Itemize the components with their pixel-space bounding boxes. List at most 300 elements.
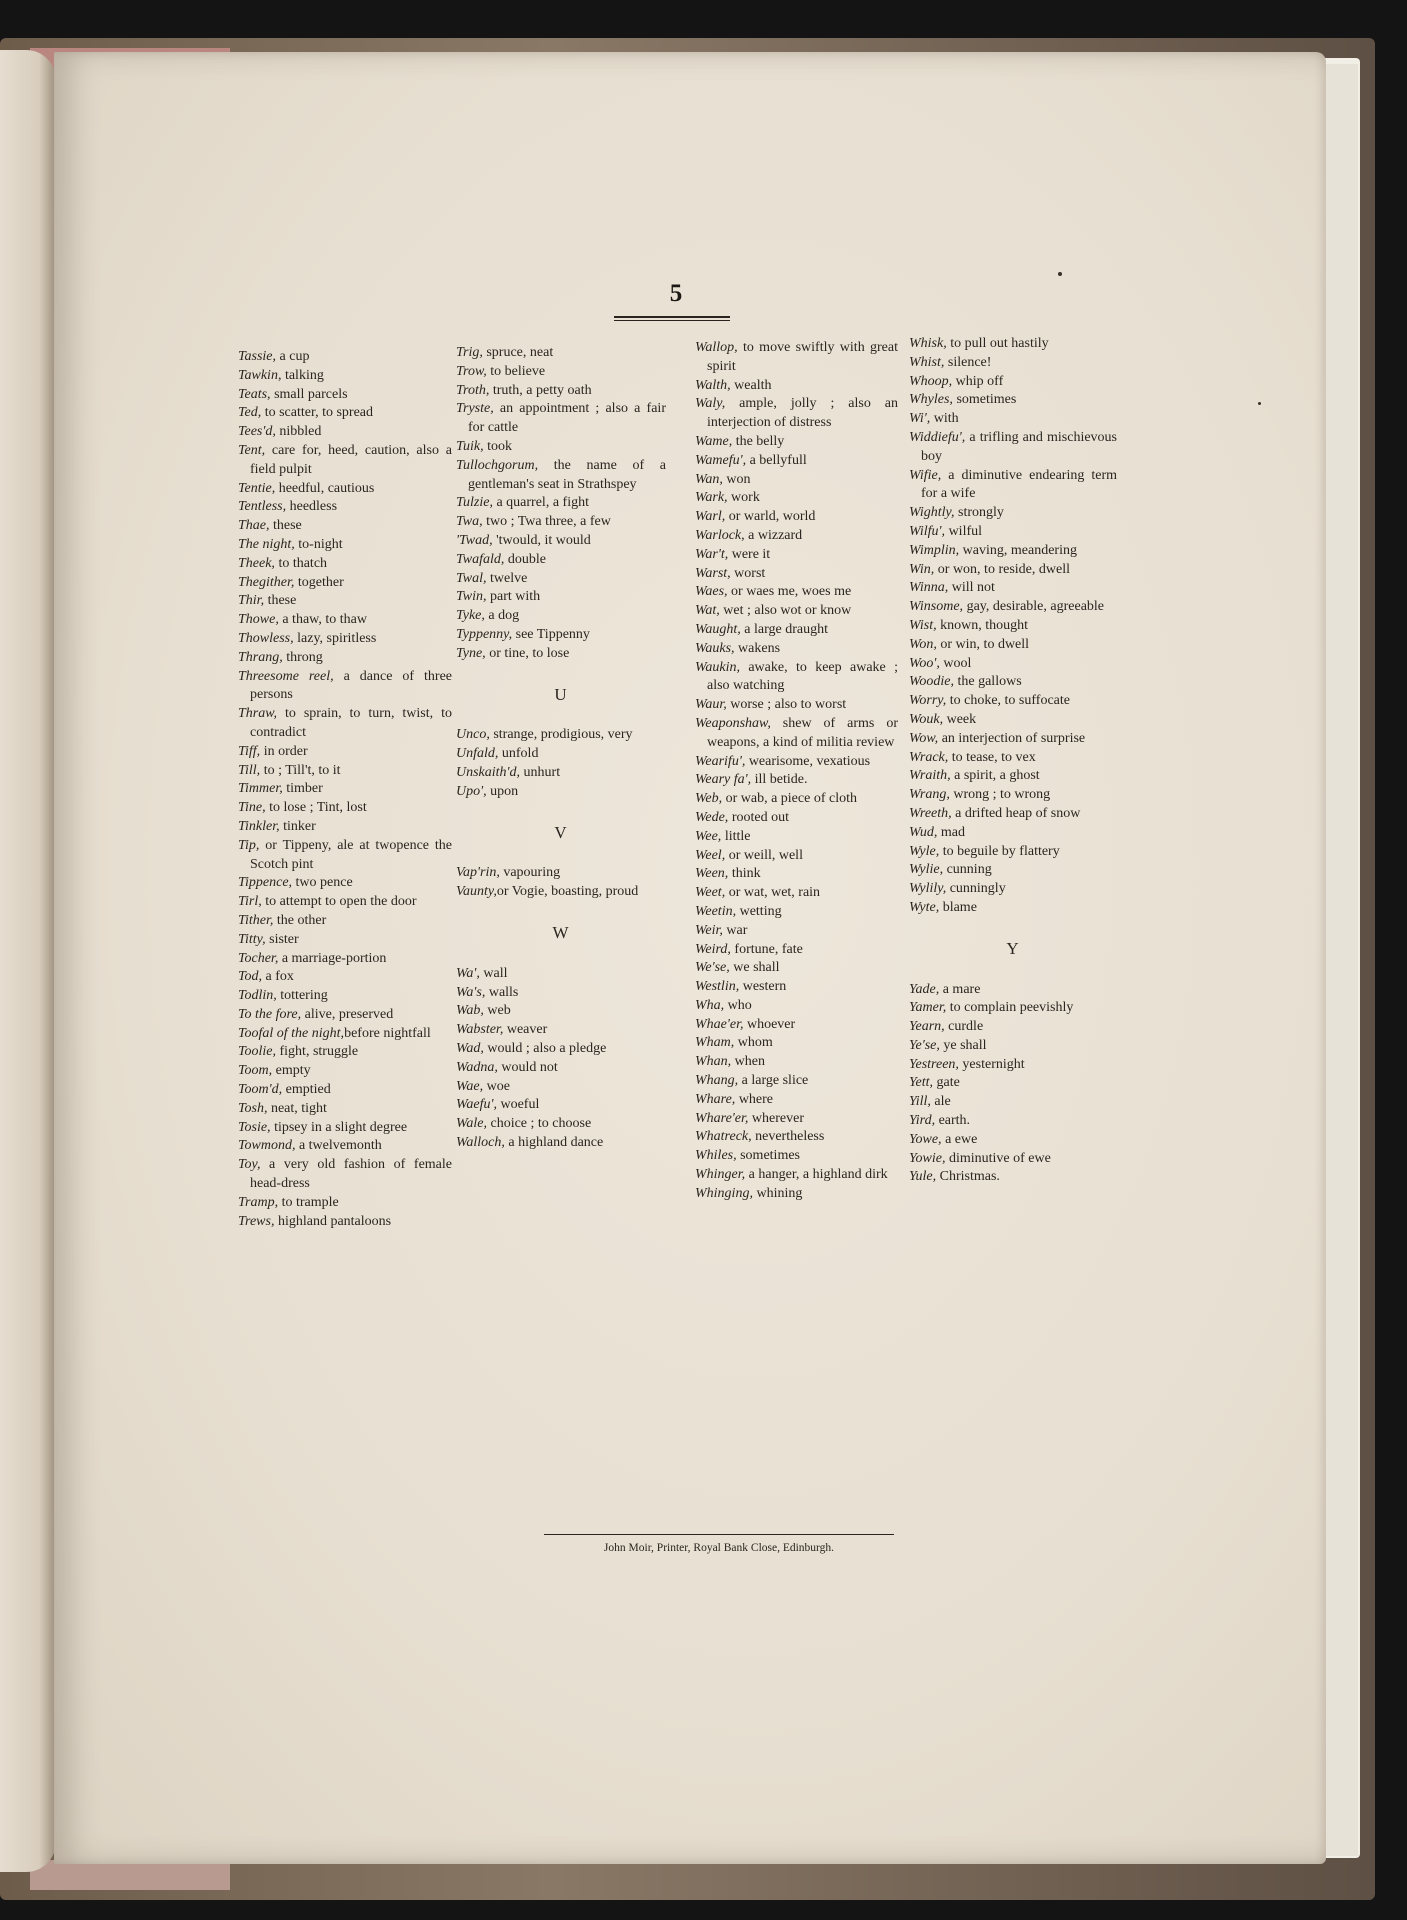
headword: Wadna,: [456, 1059, 498, 1075]
glossary-entry: [909, 1093, 1117, 1112]
headword: Wad,: [456, 1040, 484, 1056]
glossary-entry: [456, 363, 666, 382]
definition: wealth: [730, 377, 772, 393]
definition: spruce, neat: [482, 345, 554, 360]
headword: Wee,: [695, 828, 722, 844]
definition: a thaw, to thaw: [278, 612, 367, 628]
glossary-entry: [238, 536, 452, 555]
glossary-entry: [238, 1194, 452, 1213]
glossary-entry: [238, 574, 452, 593]
headword: Toom,: [238, 1063, 273, 1079]
glossary-entry: [909, 999, 1117, 1018]
headword: 'Twad,: [456, 532, 493, 548]
glossary-entry: [456, 382, 666, 401]
headword: Tyne,: [456, 645, 486, 661]
headword: Vaunty,: [456, 884, 497, 900]
headword: Wearifu',: [695, 753, 746, 769]
definition: a bellyfull: [746, 452, 807, 468]
headword: Thowe,: [238, 612, 279, 628]
definition: lazy, spiritless: [293, 630, 377, 646]
glossary-entry: [909, 579, 1117, 598]
glossary-entry: [695, 978, 898, 997]
glossary-entry: [238, 837, 452, 875]
headword: Weaponshaw,: [695, 715, 771, 731]
glossary-entry: [456, 513, 666, 532]
headword: Wallop,: [695, 340, 738, 355]
glossary-entry: [238, 950, 452, 969]
definition: together: [294, 574, 344, 590]
glossary-entry: [909, 1074, 1117, 1093]
headword: Wylily,: [909, 881, 947, 897]
headword: Upo',: [456, 783, 487, 799]
definition: nevertheless: [751, 1129, 825, 1145]
glossary-entry: [456, 438, 666, 457]
definition: rooted out: [728, 809, 789, 825]
definition: wearisome, vexatious: [745, 753, 871, 769]
glossary-column-3: [695, 339, 898, 1204]
glossary-entry: [909, 561, 1117, 580]
definition: a very old fashion of female head-dress: [250, 1157, 452, 1192]
glossary-entry: [238, 1137, 452, 1156]
headword: Weetin,: [695, 903, 737, 919]
glossary-entry: [909, 523, 1117, 542]
definition: wrong ; to wrong: [949, 787, 1051, 803]
glossary-entry: [909, 749, 1117, 768]
glossary-entry: [238, 348, 452, 367]
glossary-entry: [456, 1078, 666, 1097]
glossary-entry: [238, 1156, 452, 1194]
glossary-entry: [909, 335, 1117, 354]
headword: Trig,: [456, 345, 483, 360]
glossary-entry: [695, 828, 898, 847]
headword: Thraw,: [238, 706, 278, 722]
glossary-entry: [456, 1059, 666, 1078]
headword: Yowe,: [909, 1131, 942, 1147]
definition: would ; also a pledge: [483, 1040, 607, 1056]
glossary-entry: [238, 386, 452, 405]
glossary-entry: [238, 517, 452, 536]
glossary-entry: [695, 715, 898, 753]
headword: Wist,: [909, 617, 937, 633]
definition: a hanger, a highland dirk: [745, 1167, 888, 1183]
glossary-entry: [456, 400, 666, 438]
headword: Yearn,: [909, 1019, 945, 1035]
headword: Wouk,: [909, 711, 944, 727]
definition: or wat, wet, rain: [725, 885, 821, 901]
headword: Unfald,: [456, 746, 499, 762]
definition: to scatter, to spread: [261, 405, 374, 421]
glossary-entry: [456, 626, 666, 645]
definition: cunning: [943, 862, 992, 878]
definition: we shall: [729, 960, 780, 976]
glossary-entry: [909, 767, 1117, 786]
definition: to choke, to suffocate: [946, 693, 1070, 709]
definition: who: [724, 997, 752, 1013]
definition: neat, tight: [267, 1100, 327, 1116]
definition: or waes me, woes me: [727, 584, 852, 600]
headword: The night,: [238, 536, 295, 552]
glossary-entry: [456, 570, 666, 589]
glossary-entry: [695, 959, 898, 978]
glossary-page: [54, 52, 1326, 1864]
definition: talking: [281, 367, 324, 383]
headword: Tawkin,: [238, 367, 282, 383]
definition: to beguile by flattery: [939, 843, 1060, 859]
glossary-entry: [909, 730, 1117, 749]
glossary-entry: [695, 583, 898, 602]
definition: tipsey in a slight degree: [270, 1119, 408, 1135]
definition: whip off: [952, 373, 1004, 389]
definition: would not: [497, 1059, 558, 1075]
glossary-entry: [238, 1006, 452, 1025]
definition: two pence: [292, 875, 353, 891]
headword: Wede,: [695, 809, 729, 825]
glossary-entry: [238, 404, 452, 423]
glossary-entry: [695, 884, 898, 903]
glossary-entry: [695, 565, 898, 584]
headword: Twafald,: [456, 551, 505, 567]
definition: alive, preserved: [301, 1006, 394, 1022]
definition: curdle: [944, 1019, 984, 1035]
glossary-entry: [695, 640, 898, 659]
definition: with: [930, 411, 959, 427]
headword: Tither,: [238, 912, 274, 928]
glossary-entry: [456, 965, 666, 984]
headword: Typpenny,: [456, 626, 513, 642]
section-letter-heading: U: [554, 684, 568, 704]
glossary-entry: [456, 1115, 666, 1134]
definition: ample, jolly ; also an interjection of distress: [707, 396, 898, 431]
section-letter-heading: Y: [1006, 938, 1020, 958]
glossary-entry: [695, 471, 898, 490]
definition: wetting: [736, 903, 782, 919]
definition: care for, heed, caution, also a field pulpit: [250, 442, 452, 477]
headword: Wilfu',: [909, 523, 946, 539]
glossary-entry: [695, 527, 898, 546]
headword: Weel,: [695, 847, 726, 863]
definition: cunningly: [946, 881, 1006, 897]
definition: a ewe: [941, 1131, 978, 1147]
glossary-entry: [456, 864, 666, 883]
headword: Till,: [238, 762, 261, 778]
definition: a large slice: [738, 1073, 809, 1089]
glossary-entry: [238, 799, 452, 818]
glossary-entry: [909, 1150, 1117, 1169]
headword: Twa,: [456, 514, 483, 530]
glossary-entry: [238, 668, 452, 706]
definition: heedless: [286, 499, 338, 515]
imprint-rule: [544, 1534, 894, 1535]
definition: whom: [734, 1035, 773, 1051]
headword: Wale,: [456, 1116, 487, 1132]
headword: Tryste,: [456, 401, 494, 417]
section-letter-heading: V: [554, 822, 568, 842]
definition: timber: [282, 781, 323, 797]
headword: Whinging,: [695, 1185, 753, 1201]
definition: an interjection of surprise: [938, 730, 1086, 746]
definition: work: [727, 490, 760, 506]
definition: these: [264, 593, 297, 609]
headword: Weird,: [695, 941, 731, 957]
definition: tottering: [276, 988, 328, 1004]
definition: mad: [937, 824, 965, 840]
definition: weaver: [503, 1022, 548, 1038]
definition: twelve: [486, 570, 528, 586]
glossary-entry: [695, 546, 898, 565]
page-number: 5: [669, 280, 683, 307]
headword: Wyte,: [909, 899, 940, 915]
definition: earth.: [935, 1113, 971, 1129]
headword: Waur,: [695, 697, 727, 713]
glossary-entry: [695, 339, 898, 377]
headword: Thowless,: [238, 630, 294, 646]
definition: throng: [282, 649, 323, 665]
glossary-entry: [695, 621, 898, 640]
definition: sister: [265, 931, 299, 947]
headword: Wark,: [695, 490, 728, 506]
definition: known, thought: [936, 617, 1029, 633]
headword: Tip,: [238, 837, 260, 853]
definition: a mare: [939, 981, 981, 997]
definition: truth, a petty oath: [489, 382, 592, 398]
glossary-entry: [909, 354, 1117, 373]
headword: Warst,: [695, 565, 731, 581]
definition: unhurt: [520, 764, 561, 780]
definition: week: [943, 711, 977, 727]
definition: sometimes: [736, 1148, 800, 1164]
headword: Tramp,: [238, 1194, 279, 1210]
headword: Toofal of the night,: [238, 1025, 345, 1041]
glossary-entry: [238, 780, 452, 799]
definition: a large draught: [740, 621, 828, 637]
glossary-entry: [238, 931, 452, 950]
definition: or Vogie, boasting, proud: [496, 884, 639, 900]
glossary-entry: [909, 598, 1117, 617]
headword: Widdiefu',: [909, 429, 966, 445]
glossary-entry: [909, 880, 1117, 899]
definition: tinker: [279, 818, 316, 834]
headword: Wreeth,: [909, 805, 952, 821]
definition: the name of a gentleman's seat in Strathspey: [468, 457, 666, 492]
headword: Yird,: [909, 1113, 936, 1129]
definition: think: [728, 866, 761, 882]
definition: these: [269, 518, 302, 534]
printer-imprint: John Moir, Printer, Royal Bank Close, Edinburgh.: [603, 1542, 835, 1554]
headword: Thae,: [238, 518, 270, 534]
headword: Waly,: [695, 396, 726, 412]
headword: Wrang,: [909, 787, 950, 803]
headword: Thir,: [238, 593, 265, 609]
definition: unfold: [498, 746, 539, 762]
headword: We'se,: [695, 960, 730, 976]
headword: Wa',: [456, 965, 480, 981]
definition: to pull out hastily: [946, 336, 1049, 351]
definition: two ; Twa three, a few: [482, 514, 611, 530]
glossary-entry: [238, 498, 452, 517]
headword: Teats,: [238, 386, 271, 402]
headword: Wyle,: [909, 843, 940, 859]
glossary-entry: [909, 861, 1117, 880]
headword: Weir,: [695, 922, 723, 938]
headword: Whare,: [695, 1091, 736, 1107]
glossary-entry: [456, 726, 666, 745]
glossary-entry: [456, 745, 666, 764]
headword: Twal,: [456, 570, 487, 586]
definition: to tease, to vex: [948, 749, 1036, 765]
glossary-entry: [238, 1081, 452, 1100]
headword: Toolie,: [238, 1044, 276, 1060]
headword: Wimplin,: [909, 542, 960, 558]
definition: took: [483, 438, 513, 454]
definition: small parcels: [270, 386, 348, 402]
definition: ill betide.: [751, 772, 808, 788]
headword: Winsome,: [909, 599, 964, 615]
glossary-entry: [909, 711, 1117, 730]
headword: Timmer,: [238, 781, 283, 797]
glossary-entry: [695, 1053, 898, 1072]
definition: choice ; to choose: [486, 1116, 592, 1132]
glossary-entry: [238, 423, 452, 442]
glossary-entry: [695, 1147, 898, 1166]
headword: Toy,: [238, 1157, 261, 1173]
headword: Yule,: [909, 1169, 937, 1185]
glossary-entry: [238, 1062, 452, 1081]
definition: shew of arms or weapons, a kind of militia review: [707, 715, 898, 750]
definition: strongly: [954, 505, 1004, 521]
definition: war: [722, 922, 748, 938]
definition: where: [735, 1091, 774, 1107]
headword: Tosie,: [238, 1119, 271, 1135]
headword: Whan,: [695, 1054, 732, 1070]
headword: Wrack,: [909, 749, 949, 765]
headword: Wud,: [909, 824, 938, 840]
glossary-entry: [238, 818, 452, 837]
glossary-entry: [695, 1128, 898, 1147]
headword: Whyles,: [909, 392, 953, 408]
glossary-entry: [909, 467, 1117, 505]
glossary-entry: [695, 1034, 898, 1053]
headword: Tiff,: [238, 743, 261, 759]
glossary-entry: [909, 542, 1117, 561]
definition: won: [722, 471, 751, 487]
glossary-entry: [456, 551, 666, 570]
headword: Vap'rin,: [456, 865, 500, 881]
glossary-entry: [695, 922, 898, 941]
headword: Titty,: [238, 931, 266, 947]
definition: to complain peevishly: [946, 1000, 1074, 1016]
definition: when: [731, 1054, 765, 1070]
headword: Trews,: [238, 1213, 275, 1229]
definition: to-night: [294, 536, 343, 552]
definition: a twelvemonth: [295, 1138, 382, 1154]
definition: awake, to keep awake ; also watching: [707, 659, 898, 694]
glossary-entry: [238, 912, 452, 931]
glossary-entry: [456, 783, 666, 802]
definition: worse ; also to worst: [726, 697, 847, 713]
glossary-entry: [238, 1043, 452, 1062]
glossary-entry: [238, 592, 452, 611]
glossary-entry: [695, 1072, 898, 1091]
definition: ye shall: [939, 1037, 987, 1053]
headword: Ted,: [238, 405, 262, 421]
headword: Yill,: [909, 1094, 931, 1110]
definition: wet ; also wot or know: [719, 603, 852, 619]
headword: Thrang,: [238, 649, 283, 665]
definition: or won, to reside, dwell: [934, 561, 1070, 577]
glossary-entry: [238, 1100, 452, 1119]
definition: or win, to dwell: [936, 636, 1030, 652]
headword: Warlock,: [695, 527, 745, 543]
glossary-entry: [695, 1166, 898, 1185]
glossary-entry: [909, 1131, 1117, 1150]
definition: wherever: [748, 1110, 804, 1126]
glossary-entry: [456, 344, 666, 363]
headword: Ween,: [695, 866, 729, 882]
definition: fight, struggle: [276, 1044, 359, 1060]
definition: whining: [752, 1185, 803, 1201]
glossary-entry: [456, 984, 666, 1003]
glossary-entry: [238, 367, 452, 386]
headword: Waukin,: [695, 659, 740, 675]
headword: Toom'd,: [238, 1082, 283, 1098]
glossary-entry: [456, 588, 666, 607]
glossary-entry: [909, 786, 1117, 805]
headword: Whiles,: [695, 1148, 737, 1164]
headword: Walth,: [695, 377, 731, 393]
headword: War't,: [695, 546, 729, 562]
glossary-entry: [909, 673, 1117, 692]
definition: or tine, to lose: [485, 645, 570, 661]
definition: whoever: [743, 1016, 796, 1032]
glossary-entry: [238, 874, 452, 893]
headword: Wightly,: [909, 505, 955, 521]
glossary-entry: [238, 762, 452, 781]
glossary-entry: [695, 790, 898, 809]
headword: Trow,: [456, 363, 487, 379]
headword: Yade,: [909, 981, 940, 997]
definition: little: [721, 828, 751, 844]
headword: Warl,: [695, 509, 726, 525]
glossary-entry: [909, 504, 1117, 523]
headword: Troth,: [456, 382, 490, 398]
headword: Whist,: [909, 354, 945, 370]
definition: to sprain, to turn, twist, to contradict: [250, 706, 452, 740]
headword: Whang,: [695, 1073, 739, 1089]
definition: an appointment ; also a fair for cattle: [468, 401, 666, 436]
headword: Wabster,: [456, 1022, 504, 1038]
glossary-entry: [695, 865, 898, 884]
headword: Tassie,: [238, 349, 277, 364]
headword: Wae,: [456, 1078, 484, 1094]
definition: vapouring: [499, 865, 561, 881]
headword: Whisk,: [909, 336, 947, 351]
definition: wilful: [945, 523, 983, 539]
headword: Theek,: [238, 555, 275, 571]
definition: western: [739, 979, 787, 995]
headword: Tod,: [238, 969, 263, 985]
glossary-entry: [909, 843, 1117, 862]
headword: Tullochgorum,: [456, 457, 539, 473]
glossary-column-4: [909, 335, 1117, 1187]
glossary-column-2: [456, 344, 666, 1153]
headword: Weet,: [695, 885, 726, 901]
glossary-entry: [695, 508, 898, 527]
glossary-entry: [909, 1056, 1117, 1075]
definition: to believe: [486, 363, 546, 379]
definition: sometimes: [952, 392, 1017, 408]
definition: waving, meandering: [959, 542, 1077, 558]
definition: blame: [939, 899, 977, 915]
